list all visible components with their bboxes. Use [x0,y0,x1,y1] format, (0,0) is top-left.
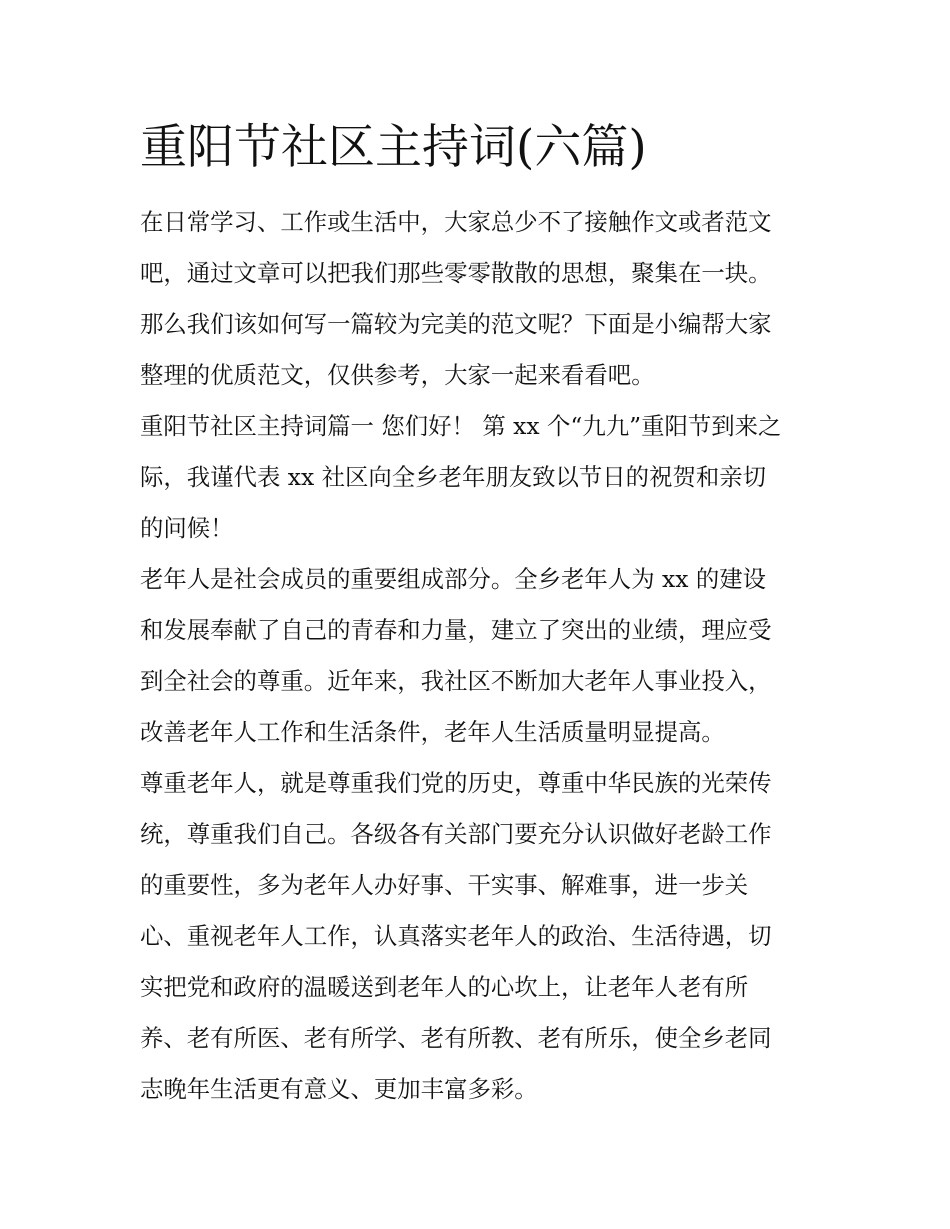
body-line: 养、老有所医、老有所学、老有所教、老有所乐，使全乡老同 [140,1024,772,1052]
body-line: 尊重老年人，就是尊重我们党的历史，尊重中华民族的光荣传 [140,769,772,797]
body-line: 到全社会的尊重。近年来，我社区不断加大老年人事业投入， [140,667,772,695]
body-line: 实把党和政府的温暖送到老年人的心坎上，让老年人老有所 [140,973,749,1001]
body-line: 和发展奉献了自己的青春和力量，建立了突出的业绩，理应受 [140,616,772,644]
body-line: 的重要性，多为老年人办好事、干实事、解难事，进一步关 [140,871,749,899]
body-line: 在日常学习、工作或生活中，大家总少不了接触作文或者范文 [140,208,772,236]
body-line: 的问候！ [140,514,234,542]
body-line: 整理的优质范文，仅供参考，大家一起来看看吧。 [140,361,655,389]
body-line: 心、重视老年人工作，认真落实老年人的政治、生活待遇，切 [140,922,772,950]
body-line: 重阳节社区主持词篇一 您们好！ 第 xx 个“九九”重阳节到来之 [140,412,782,440]
document-body [140,197,814,1115]
body-line: 那么我们该如何写一篇较为完美的范文呢？下面是小编帮大家 [140,310,772,338]
body-line: 老年人是社会成员的重要组成部分。全乡老年人为 xx 的建设 [140,565,767,593]
body-line: 统，尊重我们自己。各级各有关部门要充分认识做好老龄工作 [140,820,772,848]
body-line: 改善老年人工作和生活条件，老年人生活质量明显提高。 [140,718,725,746]
document-title: 重阳节社区主持词(六篇) [140,120,647,175]
body-line: 际，我谨代表 xx 社区向全乡老年朋友致以节日的祝贺和亲切 [140,463,767,491]
body-line: 吧，通过文章可以把我们那些零零散散的思想，聚集在一块。 [140,259,772,287]
body-line: 志晚年生活更有意义、更加丰富多彩。 [140,1075,538,1103]
